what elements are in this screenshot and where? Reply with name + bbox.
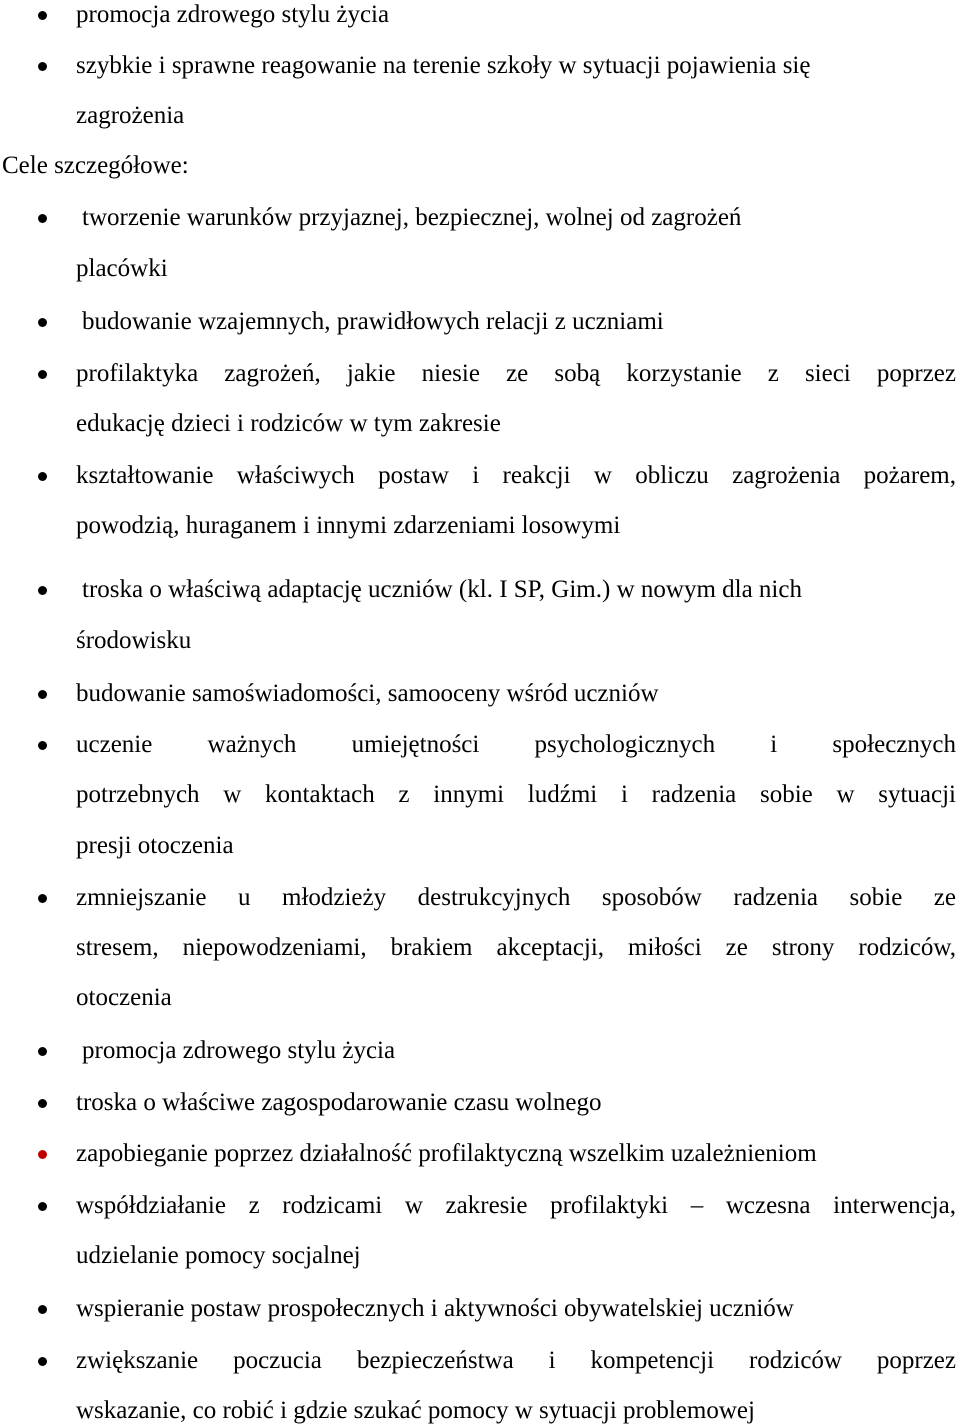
bullet-icon (38, 1202, 47, 1211)
list-item-continuation: zagrożenia (76, 102, 185, 129)
list-item-continuation: udzielanie pomocy socjalnej (76, 1242, 361, 1269)
bullet-icon (38, 318, 47, 327)
list-item-continuation: stresem, niepowodzeniami, brakiem akceptacji, miłości ze strony rodziców, (76, 934, 956, 961)
bullet-icon (38, 370, 47, 379)
list-item: uczenie ważnych umiejętności psychologicznych i społecznych (76, 731, 956, 758)
list-item: troska o właściwą adaptację uczniów (kl. I SP, Gim.) w nowym dla nich (82, 576, 802, 603)
list-item: troska o właściwe zagospodarowanie czasu wolnego (76, 1089, 602, 1116)
section-heading: Cele szczegółowe: (2, 152, 189, 179)
bullet-icon (38, 1305, 47, 1314)
list-item: zapobieganie poprzez działalność profilaktyczną wszelkim uzależnieniom (76, 1140, 817, 1167)
list-item-continuation: powodzią, huraganem i innymi zdarzeniami losowymi (76, 512, 621, 539)
bullet-icon (38, 690, 47, 699)
list-item: promocja zdrowego stylu życia (82, 1037, 396, 1064)
list-item-continuation: presji otoczenia (76, 832, 234, 859)
list-item-continuation: edukację dzieci i rodziców w tym zakresie (76, 410, 501, 437)
bullet-icon (38, 1357, 47, 1366)
bullet-icon (38, 1099, 47, 1108)
list-item: szybkie i sprawne reagowanie na terenie szkoły w sytuacji pojawienia się (76, 52, 811, 79)
list-item-continuation: środowisku (76, 627, 192, 654)
bullet-icon (38, 741, 47, 750)
list-item: profilaktyka zagrożeń, jakie niesie ze sobą korzystanie z sieci poprzez (76, 360, 956, 387)
list-item: kształtowanie właściwych postaw i reakcji w obliczu zagrożenia pożarem, (76, 462, 956, 489)
list-item-continuation: potrzebnych w kontaktach z innymi ludźmi i radzenia sobie w sytuacji (76, 781, 956, 808)
list-item: budowanie samoświadomości, samooceny wśród uczniów (76, 680, 659, 707)
bullet-icon (38, 214, 47, 223)
list-item: promocja zdrowego stylu życia (76, 1, 390, 28)
list-item: współdziałanie z rodzicami w zakresie profilaktyki – wczesna interwencja, (76, 1192, 956, 1219)
bullet-icon (38, 894, 47, 903)
bullet-icon (38, 472, 47, 481)
bullet-icon (38, 1150, 47, 1159)
list-item-continuation: placówki (76, 255, 168, 282)
list-item: zwiększanie poczucia bezpieczeństwa i kompetencji rodziców poprzez (76, 1347, 956, 1374)
list-item-continuation: wskazanie, co robić i gdzie szukać pomocy w sytuacji problemowej (76, 1397, 755, 1424)
bullet-icon (38, 62, 47, 71)
list-item: tworzenie warunków przyjaznej, bezpiecznej, wolnej od zagrożeń (82, 204, 742, 231)
list-item: zmniejszanie u młodzieży destrukcyjnych sposobów radzenia sobie ze (76, 884, 956, 911)
bullet-icon (38, 586, 47, 595)
list-item-continuation: otoczenia (76, 984, 172, 1011)
list-item: budowanie wzajemnych, prawidłowych relacji z uczniami (82, 308, 664, 335)
bullet-icon (38, 11, 47, 20)
list-item: wspieranie postaw prospołecznych i aktywności obywatelskiej uczniów (76, 1295, 794, 1322)
bullet-icon (38, 1047, 47, 1056)
